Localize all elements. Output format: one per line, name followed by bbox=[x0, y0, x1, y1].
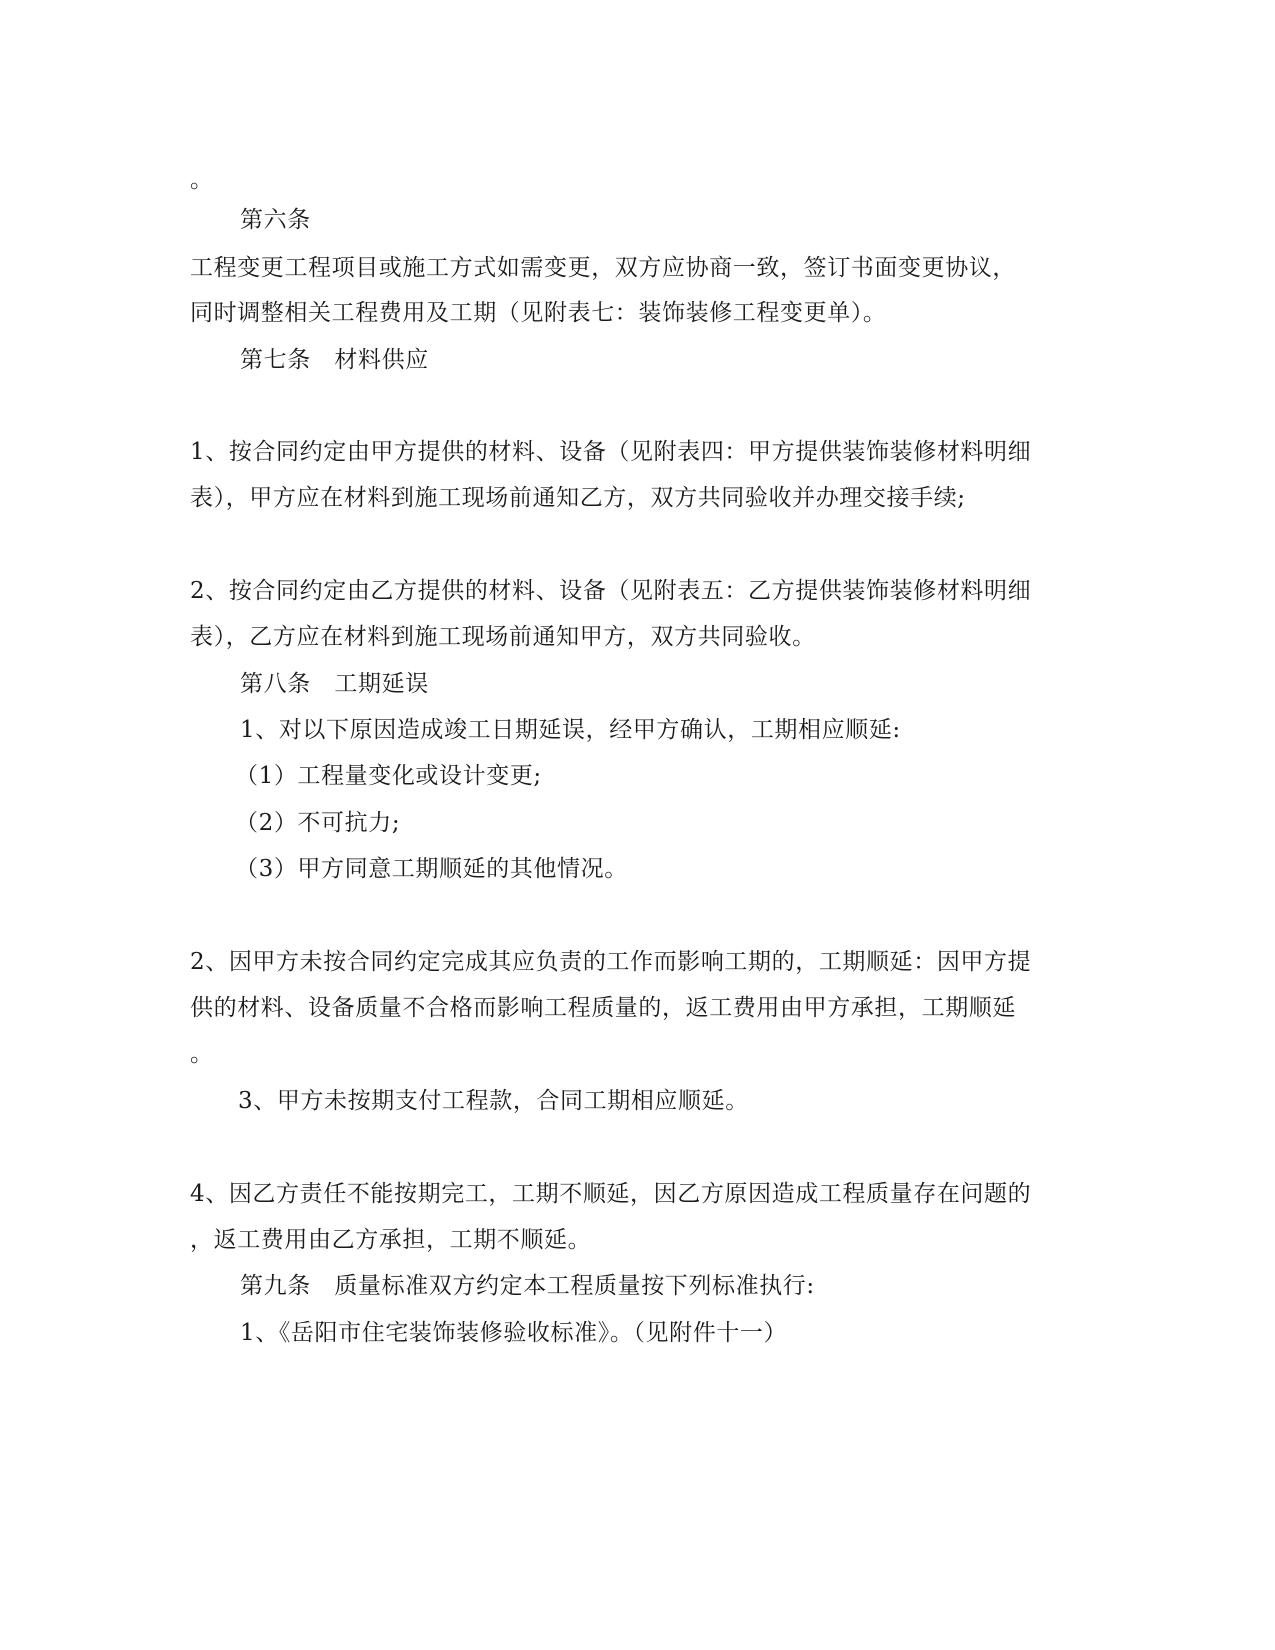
text-line: 供的材料、设备质量不合格而影响工程质量的，返工费用由甲方承担，工期顺延 bbox=[190, 995, 1016, 1021]
text-line: 表），乙方应在材料到施工现场前通知甲方，双方共同验收。 bbox=[190, 624, 816, 650]
text-line: 2、按合同约定由乙方提供的材料、设备（见附表五：乙方提供装饰装修材料明细 bbox=[190, 578, 1032, 604]
article-heading: 第七条 材料供应 bbox=[240, 347, 429, 373]
text-line: 2、因甲方未按合同约定完成其应负责的工作而影响工期的，工期顺延：因甲方提 bbox=[190, 949, 1032, 975]
text-line: 表），甲方应在材料到施工现场前通知乙方，双方共同验收并办理交接手续; bbox=[190, 485, 966, 511]
text-line: 同时调整相关工程费用及工期（见附表七：装饰装修工程变更单）。 bbox=[190, 300, 887, 326]
list-item: （1）工程量变化或设计变更; bbox=[235, 763, 542, 789]
article-heading: 第六条 bbox=[240, 207, 311, 233]
text-line: 4、因乙方责任不能按期完工，工期不顺延，因乙方原因造成工程质量存在问题的 bbox=[190, 1181, 1032, 1207]
list-item: 1、《岳阳市住宅装饰装修验收标准》。（见附件十一） bbox=[240, 1320, 788, 1346]
text-line: ，返工费用由乙方承担，工期不顺延。 bbox=[190, 1227, 592, 1253]
list-item: （2）不可抗力; bbox=[235, 810, 401, 836]
text-line: 3、甲方未按期支付工程款，合同工期相应顺延。 bbox=[238, 1088, 749, 1114]
text-line: 。 bbox=[190, 1041, 214, 1067]
text-line: 1、按合同约定由甲方提供的材料、设备（见附表四：甲方提供装饰装修材料明细 bbox=[190, 439, 1032, 465]
text-line: 工程变更工程项目或施工方式如需变更，双方应协商一致，签订书面变更协议， bbox=[190, 255, 1016, 281]
article-heading: 第九条 质量标准双方约定本工程质量按下列标准执行: bbox=[240, 1273, 815, 1299]
article-heading: 第八条 工期延误 bbox=[240, 671, 429, 697]
text-line: 。 bbox=[190, 167, 214, 193]
text-line: 1、对以下原因造成竣工日期延误，经甲方确认，工期相应顺延: bbox=[240, 717, 901, 743]
list-item: （3）甲方同意工期顺延的其他情况。 bbox=[235, 856, 628, 882]
